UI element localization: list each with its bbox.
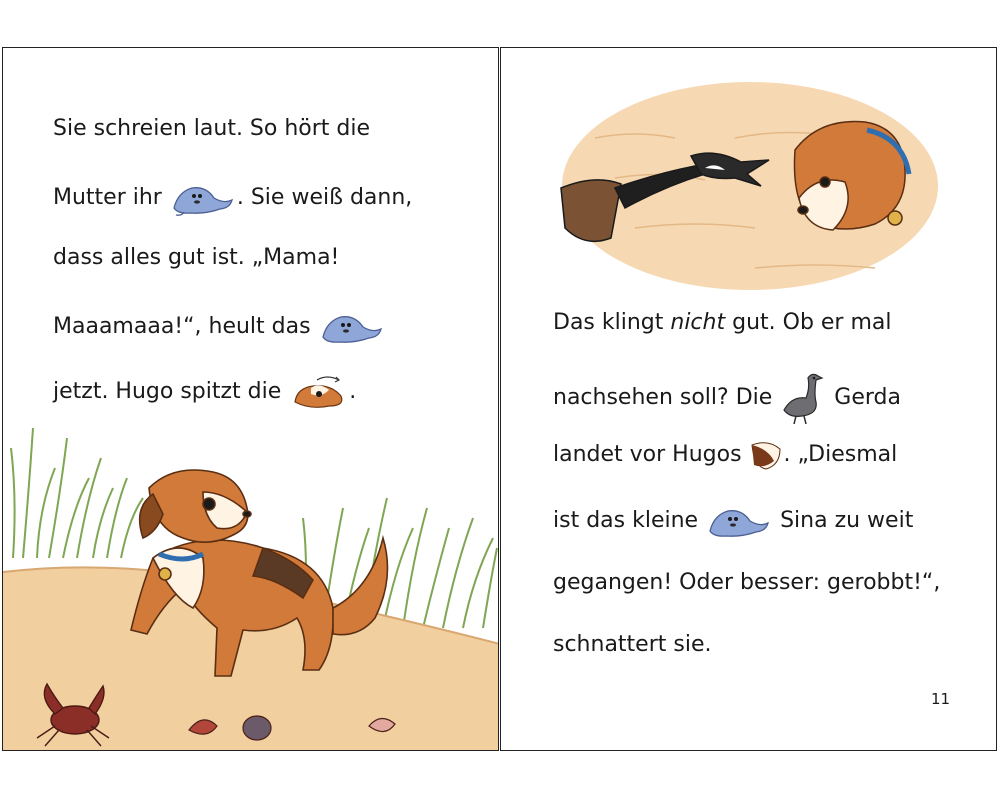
- left-page: [2, 47, 499, 751]
- seal-icon: [319, 307, 385, 347]
- seal-icon: [170, 178, 236, 218]
- goose-dog-illustration: [555, 78, 945, 292]
- text-line-6: Das klingt nicht gut. Ob er mal: [553, 310, 892, 335]
- text-line-5: jetzt. Hugo spitzt die .: [53, 372, 356, 412]
- text-line-2: Mutter ihr . Sie weiß dann,: [53, 178, 412, 218]
- text-line-1: Sie schreien laut. So hört die: [53, 116, 371, 141]
- text-line-8: landet vor Hugos . „Diesmal: [553, 437, 897, 473]
- dog-ear-icon: [289, 372, 349, 412]
- seal-icon: [706, 501, 772, 541]
- goose-icon: [778, 370, 824, 426]
- text-line-9: ist das kleine Sina zu weit: [553, 501, 913, 541]
- dog-head: [794, 122, 909, 230]
- text-line-3: dass alles gut ist. „Mama!: [53, 245, 340, 270]
- text-line-7: nachsehen soll? Die Gerda: [553, 370, 901, 426]
- dog-beach-illustration: [3, 408, 499, 751]
- right-page: [500, 47, 997, 751]
- page-number: 11: [931, 690, 951, 708]
- text-line-11: schnattert sie.: [553, 632, 712, 657]
- text-line-4: Maaamaaa!“, heult das: [53, 307, 385, 347]
- dog-nose-icon: [748, 437, 784, 473]
- text-line-10: gegangen! Oder besser: gerobbt!“,: [553, 570, 941, 595]
